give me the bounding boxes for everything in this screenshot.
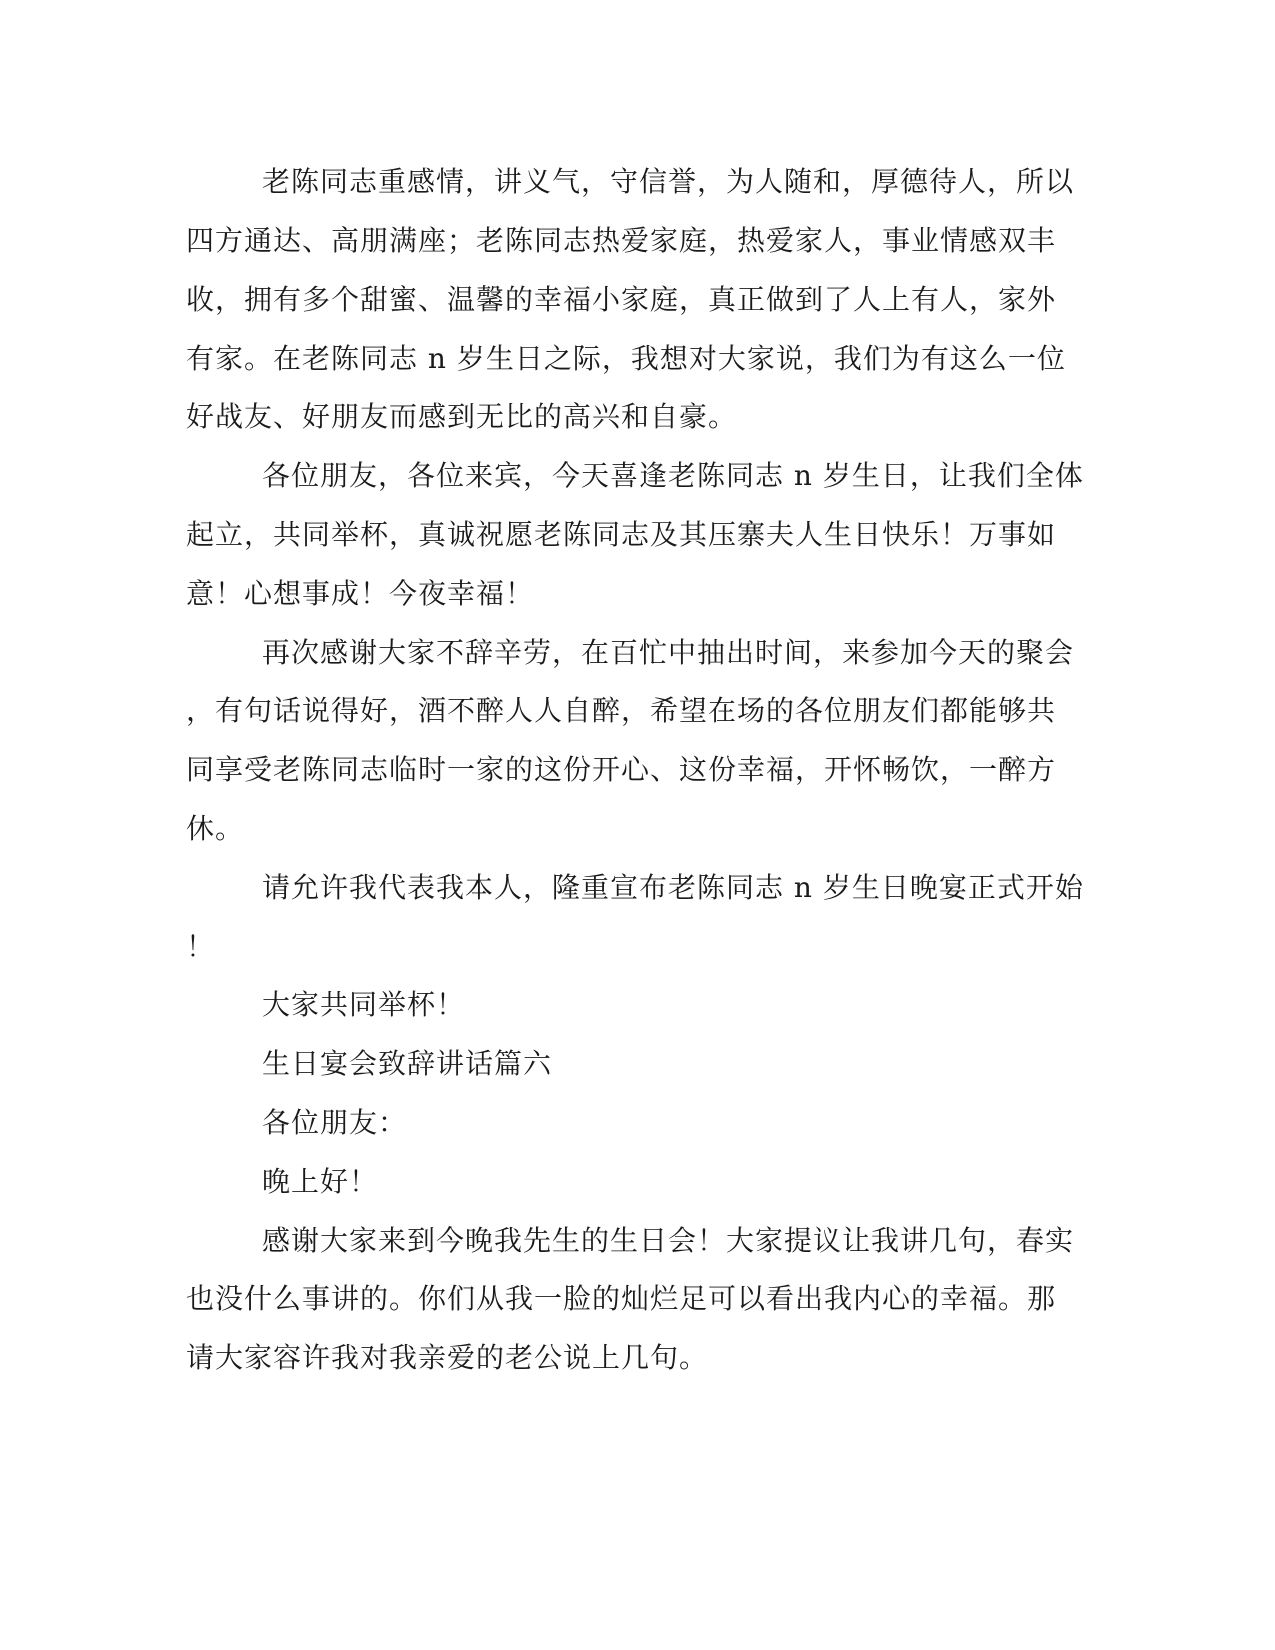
text-line: 请允许我代表我本人，隆重宣布老陈同志 n 岁生日晚宴正式开始 (262, 871, 1084, 904)
text-line: 各位朋友，各位来宾，今天喜逢老陈同志 n 岁生日，让我们全体 (262, 459, 1084, 492)
salutation: 各位朋友： (262, 1106, 408, 1139)
text-line: 意！心想事成！今夜幸福！ (186, 577, 535, 610)
text-line: 也没什么事讲的。你们从我一脸的灿烂足可以看出我内心的幸福。那 (186, 1282, 1057, 1315)
text-line: 有家。在老陈同志 n 岁生日之际，我想对大家说，我们为有这么一位 (186, 342, 1066, 375)
text-line: 收，拥有多个甜蜜、温馨的幸福小家庭，真正做到了人上有人，家外 (186, 283, 1057, 316)
text-line: 休。 (186, 812, 245, 845)
text-line: 请大家容许我对我亲爱的老公说上几句。 (186, 1341, 709, 1374)
text-line: 再次感谢大家不辞辛劳，在百忙中抽出时间，来参加今天的聚会 (262, 636, 1075, 669)
text-line: ！ (186, 930, 216, 963)
text-line: 同享受老陈同志临时一家的这份开心、这份幸福，开怀畅饮，一醉方 (186, 753, 1057, 786)
greeting: 晚上好！ (262, 1165, 379, 1198)
text-line: 老陈同志重感情，讲义气，守信誉，为人随和，厚德待人，所以 (262, 165, 1075, 198)
text-line: ，有句话说得好，酒不醉人人自醉，希望在场的各位朋友们都能够共 (186, 694, 1057, 727)
text-line: 大家共同举杯！ (262, 988, 466, 1021)
text-line: 起立，共同举杯，真诚祝愿老陈同志及其压寨夫人生日快乐！万事如 (186, 518, 1057, 551)
section-heading: 生日宴会致辞讲话篇六 (262, 1047, 553, 1080)
text-line: 感谢大家来到今晚我先生的生日会！大家提议让我讲几句，春实 (262, 1224, 1075, 1257)
text-line: 好战友、好朋友而感到无比的高兴和自豪。 (186, 400, 738, 433)
text-line: 四方通达、高朋满座；老陈同志热爱家庭，热爱家人，事业情感双丰 (186, 224, 1057, 257)
